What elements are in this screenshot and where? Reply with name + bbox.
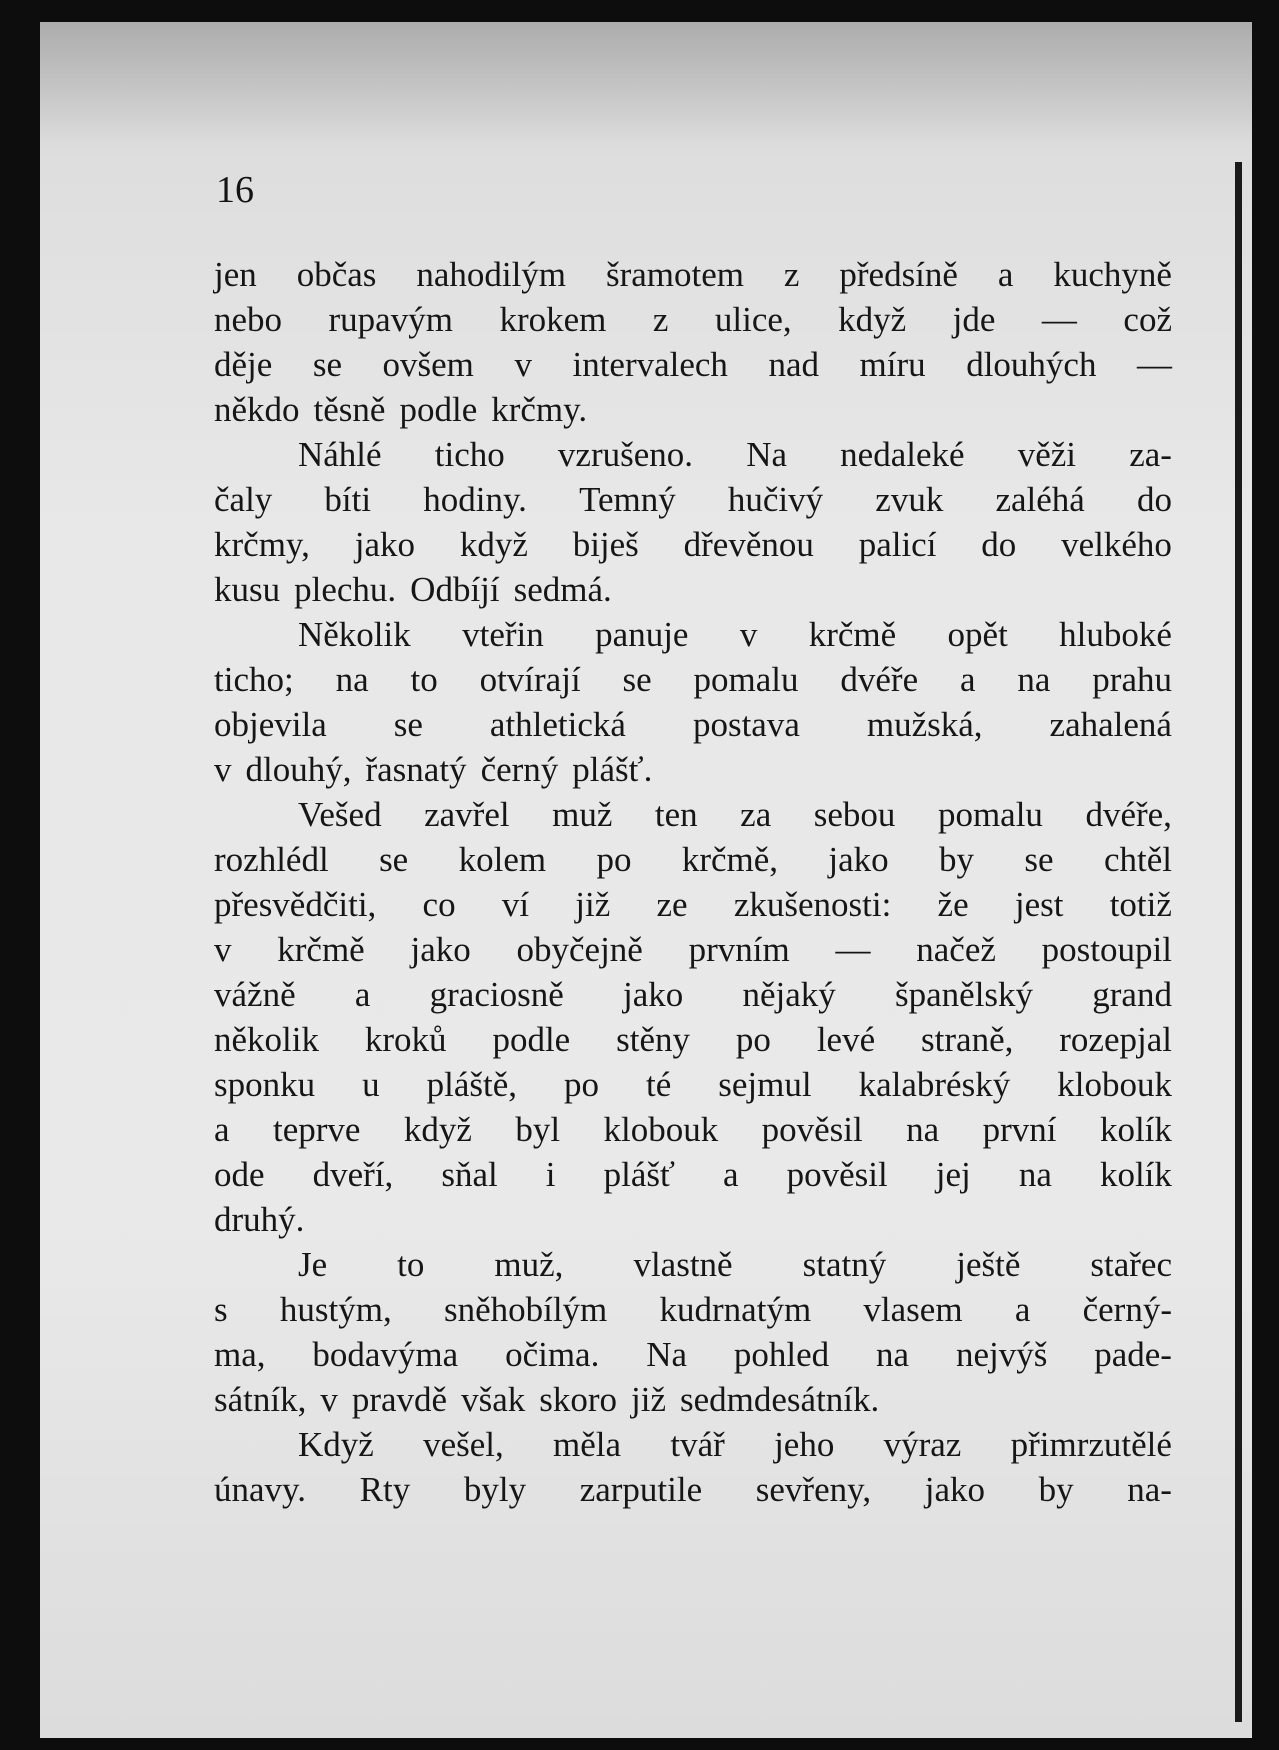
word: první [982, 1110, 1057, 1149]
word: v [514, 345, 532, 384]
word: dvéře [840, 660, 919, 699]
word: z [652, 300, 669, 339]
word: černý [480, 750, 559, 789]
word: čaly [214, 480, 273, 519]
book-page [40, 22, 1252, 1738]
word: míru [859, 345, 926, 384]
word: když [838, 300, 907, 339]
word: těsně [313, 390, 386, 429]
word: nebo [214, 300, 283, 339]
word: vlastně [633, 1245, 733, 1284]
text-line [214, 1107, 1172, 1152]
body-text [214, 252, 1172, 1512]
word: jako [924, 1470, 985, 1509]
word: totiž [1109, 885, 1172, 924]
word: děje [214, 345, 273, 384]
word: byly [463, 1470, 527, 1509]
word: vteřin [462, 615, 544, 654]
word: — [1136, 345, 1172, 384]
word: ovšem [382, 345, 474, 384]
word: sátník, [214, 1380, 307, 1419]
text-line [214, 252, 1172, 297]
word: řasnatý [365, 750, 467, 789]
word: by [939, 840, 975, 879]
word: v [320, 1380, 338, 1419]
word: pade- [1094, 1335, 1172, 1374]
word: nejvýš [955, 1335, 1048, 1374]
text-line [214, 927, 1172, 972]
word: klobouk [603, 1110, 719, 1149]
word: plechu. [294, 570, 397, 609]
word: na [335, 660, 369, 699]
word: za- [1129, 435, 1172, 474]
text-line [214, 342, 1172, 387]
word: sponku [214, 1065, 316, 1104]
word: sevřeny, [755, 1470, 872, 1509]
word: dlouhý, [245, 750, 352, 789]
word: na [1018, 1155, 1052, 1194]
text-line [214, 702, 1172, 747]
word: ode [214, 1155, 265, 1194]
word: předsíně [839, 255, 958, 294]
word: postoupil [1041, 930, 1172, 969]
word: nahodilým [416, 255, 567, 294]
word: ulice, [714, 300, 792, 339]
text-line [214, 837, 1172, 882]
word: mužská, [866, 705, 983, 744]
word: jde [952, 300, 996, 339]
word: pomalu [693, 660, 799, 699]
word: šramotem [605, 255, 744, 294]
text-line [214, 747, 1172, 792]
word: se [312, 345, 342, 384]
word: jen [214, 255, 257, 294]
word: na- [1127, 1470, 1172, 1509]
text-line [214, 1467, 1172, 1512]
word: by [1038, 1470, 1074, 1509]
word: jej [935, 1155, 971, 1194]
word: sedmdesátník. [680, 1380, 880, 1419]
word: plášť. [572, 750, 653, 789]
word: klobouk [1057, 1065, 1172, 1104]
word: prahu [1092, 660, 1172, 699]
word: Je [298, 1245, 328, 1284]
word: Když [298, 1425, 374, 1464]
word: v [739, 615, 758, 654]
word: hustým, [279, 1290, 392, 1329]
word: na [1017, 660, 1051, 699]
word: Na [746, 435, 787, 474]
word: již [575, 885, 611, 924]
word: krokem [499, 300, 607, 339]
word: — [835, 930, 871, 969]
word: teprve [272, 1110, 361, 1149]
word: vešel, [423, 1425, 504, 1464]
word: chtěl [1103, 840, 1172, 879]
word: skoro [539, 1380, 618, 1419]
word: bodavýma [312, 1335, 459, 1374]
word: výraz [883, 1425, 962, 1464]
word: Odbíjí [410, 570, 500, 609]
word: grand [1092, 975, 1172, 1014]
text-line [214, 1422, 1172, 1467]
word: to [410, 660, 438, 699]
word: i [545, 1155, 556, 1194]
text-line [214, 1332, 1172, 1377]
word: podle [492, 1020, 571, 1059]
text-line [214, 1377, 1172, 1422]
page-number: 16 [216, 169, 254, 211]
word: očima. [505, 1335, 600, 1374]
word: na [876, 1335, 910, 1374]
word: někdo [214, 390, 300, 429]
word: ticho [434, 435, 505, 474]
word: po [564, 1065, 600, 1104]
word: palicí [858, 525, 937, 564]
word: dveří, [312, 1155, 394, 1194]
word: vážně [214, 975, 296, 1014]
word: prvním [688, 930, 790, 969]
text-line [214, 972, 1172, 1017]
word: pravdě [351, 1380, 448, 1419]
word: kalabréský [858, 1065, 1011, 1104]
word: ten [654, 795, 698, 834]
word: když [459, 525, 528, 564]
text-line [214, 1062, 1172, 1107]
word: jako [354, 525, 415, 564]
word: krčmě [808, 615, 897, 654]
word: že [937, 885, 969, 924]
word: Vešed [298, 795, 382, 834]
word: do [981, 525, 1017, 564]
text-line [214, 792, 1172, 837]
word: nedaleké [840, 435, 965, 474]
word: po [735, 1020, 771, 1059]
text-line [214, 882, 1172, 927]
word: sejmul [718, 1065, 812, 1104]
word: intervalech [572, 345, 728, 384]
word: se [379, 840, 409, 879]
word: zavřel [424, 795, 510, 834]
word: jako [622, 975, 684, 1014]
word: ze [656, 885, 688, 924]
word: kolík [1099, 1110, 1172, 1149]
word: bíti [324, 480, 372, 519]
word: pohled [733, 1335, 830, 1374]
word: druhý. [214, 1200, 305, 1239]
word: rozepjal [1059, 1020, 1172, 1059]
text-line [214, 432, 1172, 477]
word: podle [399, 390, 478, 429]
word: byl [515, 1110, 561, 1149]
word: postava [692, 705, 800, 744]
word: té [646, 1065, 672, 1104]
word: Rty [359, 1470, 411, 1509]
text-line [214, 1242, 1172, 1287]
word: zaléhá [995, 480, 1085, 519]
word: Temný [579, 480, 676, 519]
word: za [740, 795, 772, 834]
text-line [214, 297, 1172, 342]
word: Náhlé [298, 435, 382, 474]
word: pláště, [426, 1065, 518, 1104]
word: se [393, 705, 423, 744]
word: jeho [774, 1425, 835, 1464]
word: z [783, 255, 800, 294]
word: levé [816, 1020, 876, 1059]
word: což [1123, 300, 1172, 339]
word: sedmá. [513, 570, 612, 609]
word: muž [552, 795, 613, 834]
word: co [422, 885, 456, 924]
word: a [997, 255, 1014, 294]
text-line [214, 1287, 1172, 1332]
word: pověsil [786, 1155, 888, 1194]
word: u [362, 1065, 380, 1104]
word: zarputile [579, 1470, 703, 1509]
word: černý- [1082, 1290, 1172, 1329]
word: athletická [489, 705, 626, 744]
word: krčmy, [214, 525, 310, 564]
word: zkušenosti: [733, 885, 892, 924]
word: plášť [603, 1155, 675, 1194]
word: pověsil [761, 1110, 863, 1149]
word: se [1024, 840, 1054, 879]
word: krčmě, [681, 840, 779, 879]
word: ma, [214, 1335, 266, 1374]
word: přesvědčiti, [214, 885, 377, 924]
text-line [214, 387, 1172, 432]
word: straně, [921, 1020, 1014, 1059]
word: jako [410, 930, 471, 969]
word: panuje [595, 615, 689, 654]
word: pomalu [937, 795, 1043, 834]
word: zvuk [875, 480, 944, 519]
word: dvéře, [1085, 795, 1172, 834]
word: tvář [670, 1425, 725, 1464]
word: sňal [441, 1155, 498, 1194]
word: nad [768, 345, 820, 384]
word: dřevěnou [683, 525, 814, 564]
word: otvírají [479, 660, 581, 699]
word: se [622, 660, 652, 699]
text-line [214, 1017, 1172, 1062]
text-line [214, 1152, 1172, 1197]
word: ticho; [214, 660, 294, 699]
word: rozhlédl [214, 840, 329, 879]
word: když [403, 1110, 472, 1149]
word: měla [553, 1425, 622, 1464]
text-line [214, 612, 1172, 657]
page-edge-shadow [1235, 162, 1242, 1722]
word: Na [646, 1335, 688, 1374]
word: hučivý [727, 480, 824, 519]
word: krčmě [277, 930, 365, 969]
word: — [1041, 300, 1077, 339]
word: zahalená [1049, 705, 1172, 744]
word: a [354, 975, 371, 1014]
word: a [1014, 1290, 1031, 1329]
word: načež [916, 930, 996, 969]
word: a [723, 1155, 739, 1194]
word: občas [296, 255, 377, 294]
word: do [1136, 480, 1172, 519]
word: hluboké [1059, 615, 1172, 654]
word: krčmy. [491, 390, 588, 429]
word: s [214, 1290, 228, 1329]
word: jest [1014, 885, 1064, 924]
text-line [214, 567, 1172, 612]
word: vlasem [863, 1290, 963, 1329]
word: stěny [616, 1020, 691, 1059]
word: ví [501, 885, 530, 924]
word: ještě [956, 1245, 1021, 1284]
word: věži [1017, 435, 1077, 474]
word: opět [947, 615, 1008, 654]
word: stařec [1090, 1245, 1172, 1284]
word: obyčejně [516, 930, 643, 969]
word: nějaký [742, 975, 836, 1014]
word: velkého [1061, 525, 1172, 564]
word: graciosně [429, 975, 564, 1014]
word: sněhobílým [443, 1290, 608, 1329]
word: Několik [298, 615, 411, 654]
word: statný [802, 1245, 887, 1284]
word: kolík [1099, 1155, 1172, 1194]
word: dlouhých [966, 345, 1097, 384]
word: to [397, 1245, 425, 1284]
text-line [214, 1197, 1172, 1242]
word: jako [828, 840, 889, 879]
word: rupavým [328, 300, 453, 339]
word: sebou [813, 795, 896, 834]
word: vzrušeno. [557, 435, 694, 474]
word: v [214, 750, 232, 789]
word: kuchyně [1053, 255, 1172, 294]
word: kolem [458, 840, 547, 879]
text-line [214, 657, 1172, 702]
word: objevila [214, 705, 327, 744]
word: a [959, 660, 976, 699]
text-line [214, 522, 1172, 567]
word: kudrnatým [659, 1290, 812, 1329]
word: a [214, 1110, 230, 1149]
word: španělský [895, 975, 1034, 1014]
word: muž, [494, 1245, 564, 1284]
word: kroků [364, 1020, 447, 1059]
text-line [214, 477, 1172, 522]
word: únavy. [214, 1470, 307, 1509]
word: však [461, 1380, 526, 1419]
word: hodiny. [423, 480, 527, 519]
word: již [631, 1380, 667, 1419]
word: v [214, 930, 232, 969]
word: kusu [214, 570, 281, 609]
word: několik [214, 1020, 319, 1059]
word: přimrzutělé [1010, 1425, 1172, 1464]
word: na [906, 1110, 940, 1149]
word: po [596, 840, 632, 879]
word: biješ [572, 525, 639, 564]
